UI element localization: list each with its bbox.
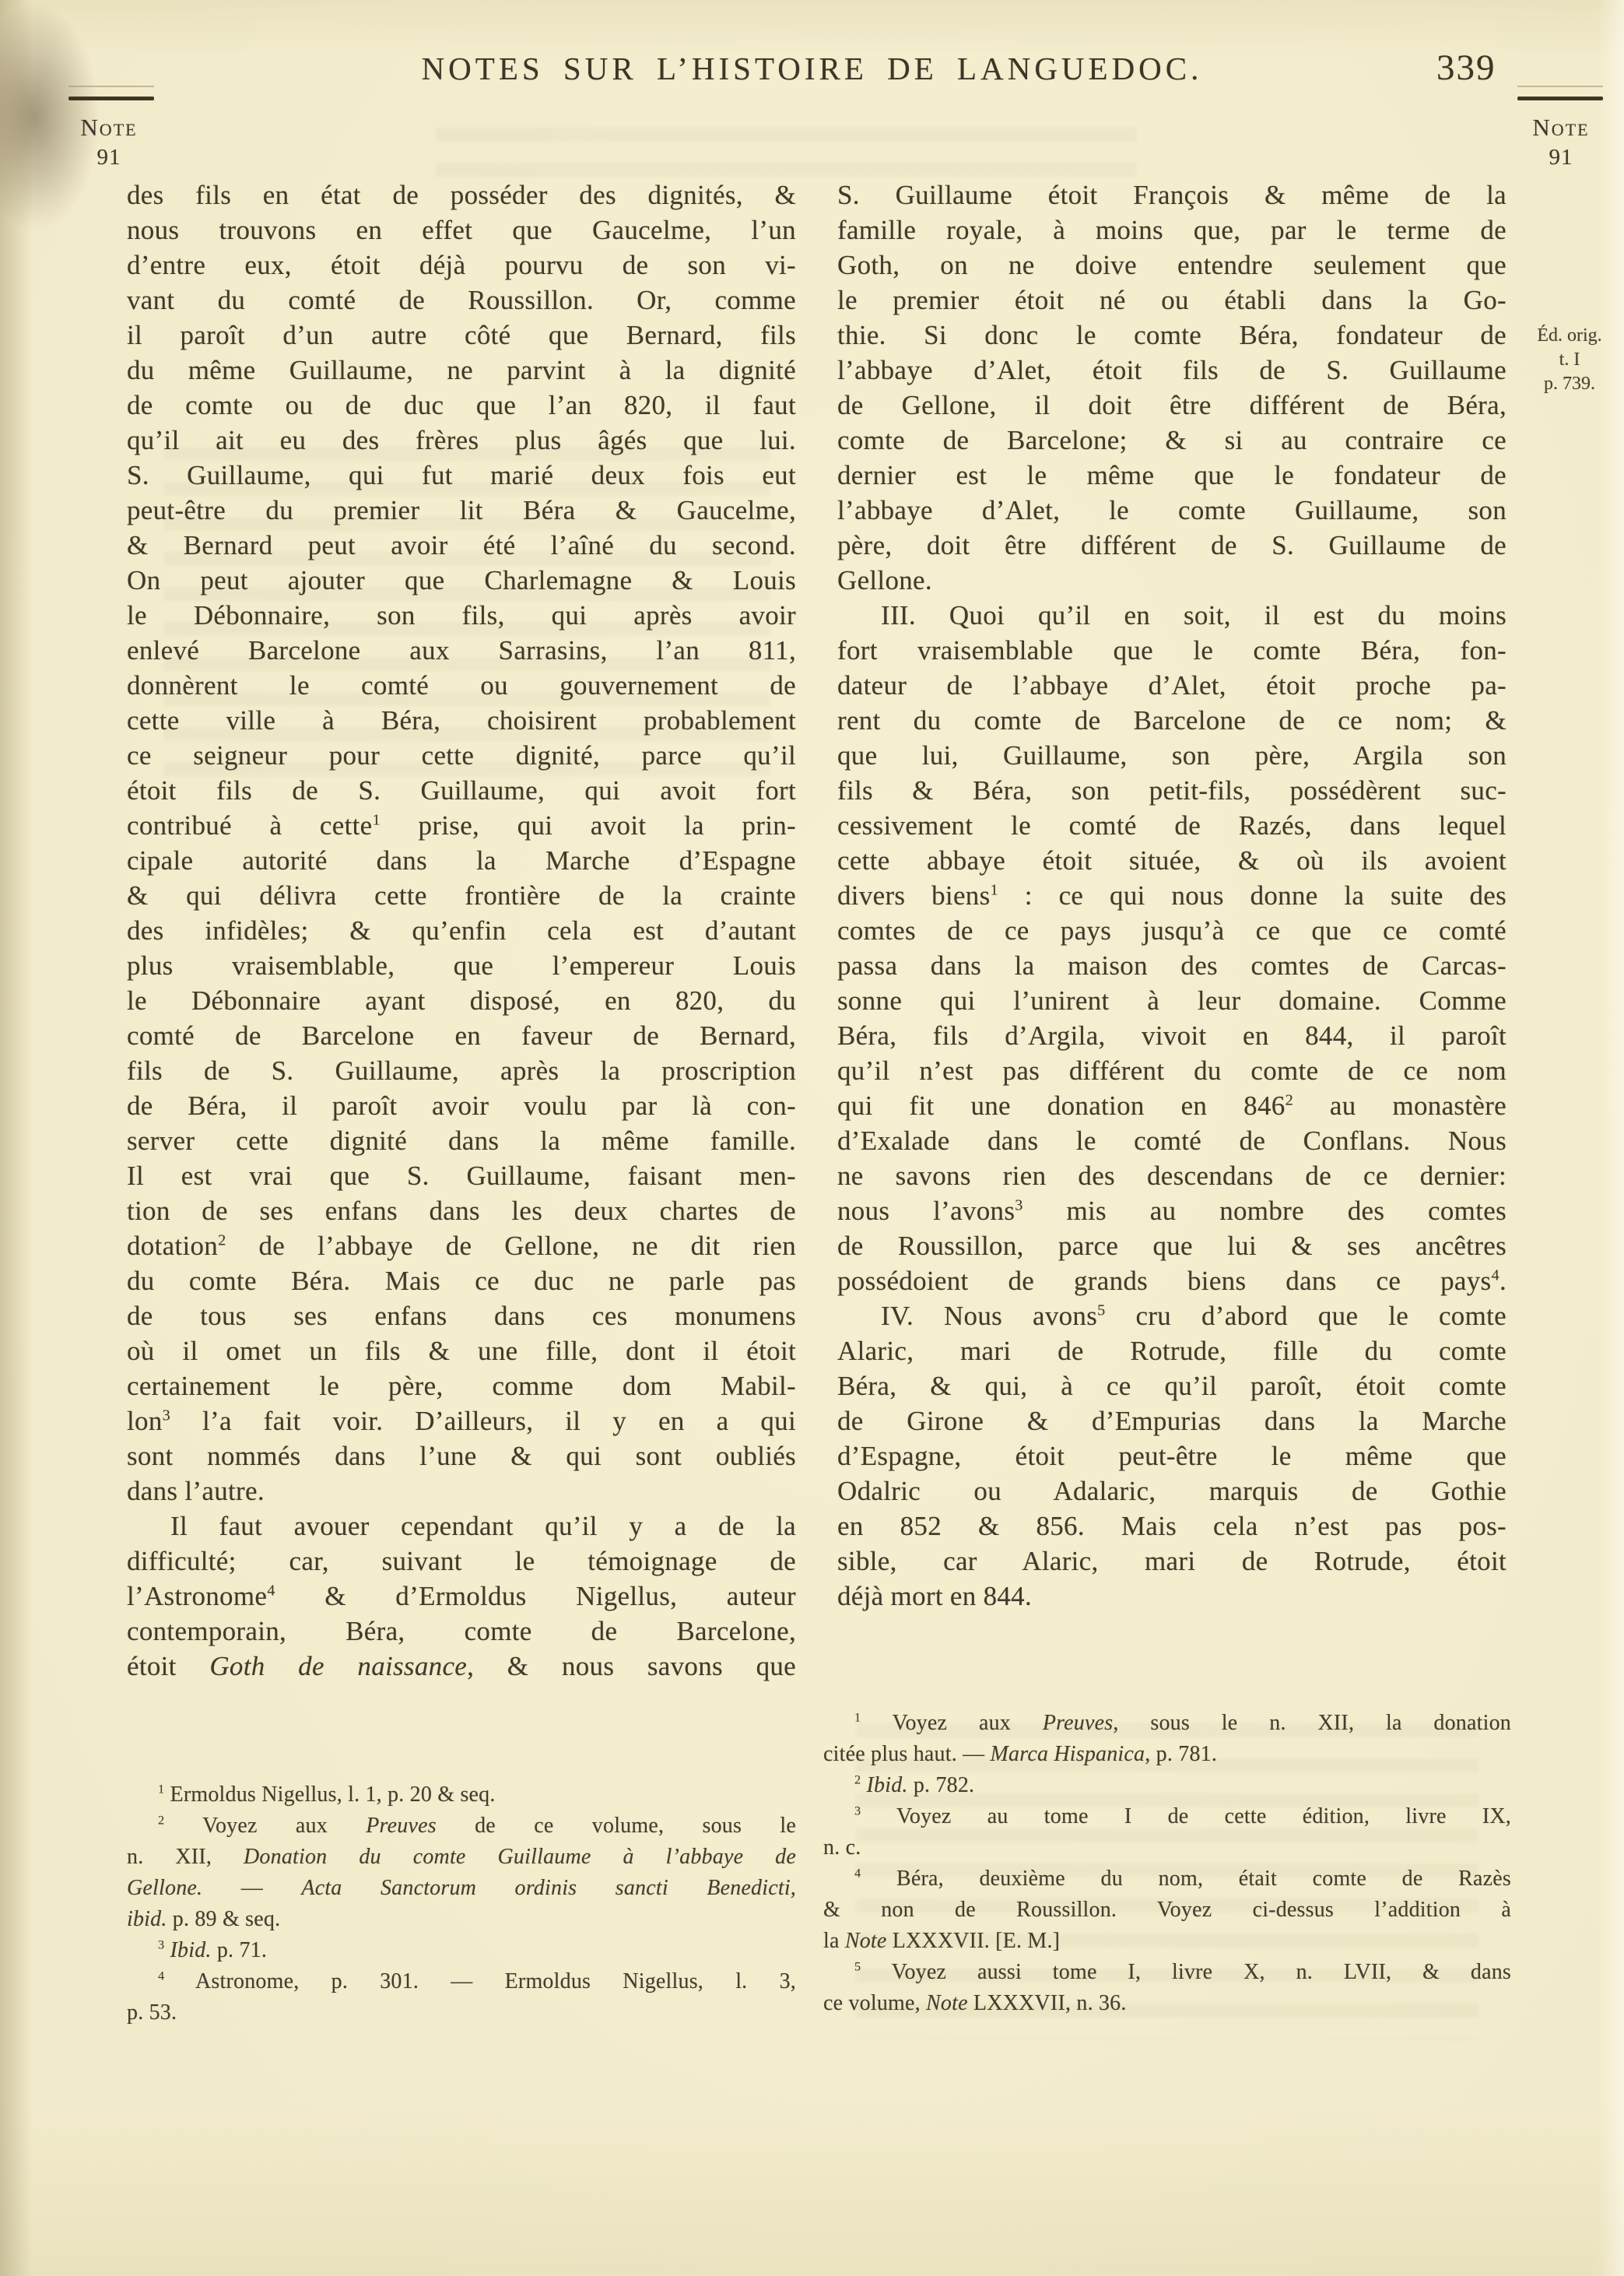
text-line: de comte ou de duc que l’an 820, il faut xyxy=(127,390,796,420)
text-line: l’Astronome$^4$ & d’Ermoldus Nigellus, auteur xyxy=(127,1581,796,1611)
text-line: déjà mort en 844. xyxy=(837,1581,1033,1611)
text-line: Béra, & qui, à ce qu’il paroît, étoit comte xyxy=(837,1371,1506,1401)
text-line: p. 53. xyxy=(127,2000,177,2025)
text-line: qu’il ait eu des frères plus âgés que lui. xyxy=(127,425,796,455)
text-line: dateur de l’abbaye d’Alet, étoit proche pa- xyxy=(837,670,1506,701)
text-line: nous l’avons$^3$ mis au nombre des comtes xyxy=(837,1196,1506,1226)
text-line: contribué à cette$^1$ prise, qui avoit la prin- xyxy=(127,810,796,841)
text-line: sible, car Alaric, mari de Rotrude, étoit xyxy=(837,1546,1506,1576)
text-line: divers biens$^1$ : ce qui nous donne la suite des xyxy=(837,880,1507,911)
note-label: Note xyxy=(80,114,138,141)
text-line: père, doit être différent de S. Guillaume de xyxy=(837,530,1506,560)
note-number: 91 xyxy=(96,145,121,170)
text-line: cessivement le comté de Razés, dans lequel xyxy=(837,810,1506,841)
text-line: peut-être du premier lit Béra & Gaucelme, xyxy=(127,495,796,525)
bleedthrough-texture xyxy=(436,117,1136,179)
text-line: qui fit une donation en $846^2$ au monastère xyxy=(837,1091,1507,1121)
text-line: enlevé Barcelone aux Sarrasins, l’an 811, xyxy=(127,635,796,666)
text-line: $^2$ Ibid. p. 782. xyxy=(854,1772,975,1797)
text-line: n. XII, Donation du comte Guillaume à l’abbaye de xyxy=(127,1845,796,1869)
text-line: server cette dignité dans la même famille. xyxy=(127,1126,796,1156)
text-line: Odalric ou Adalaric, marquis de Gothie xyxy=(837,1476,1506,1506)
text-line: en 852 & 856. Mais cela n’est pas pos- xyxy=(837,1511,1506,1541)
text-line: III. Quoi qu’il en soit, il est du moins xyxy=(881,600,1506,630)
left-column-body xyxy=(127,177,796,1684)
text-line: Gellone. — Acta Sanctorum ordinis sancti Benedicti, xyxy=(127,1876,796,1900)
text-line: sont nommés dans l’une & qui sont oubliés xyxy=(127,1441,796,1471)
text-line: qu’il n’est pas différent du comte de ce nom xyxy=(837,1055,1506,1086)
text-line: plus vraisemblable, que l’empereur Louis xyxy=(127,950,796,981)
text-line: contemporain, Béra, comte de Barcelone, xyxy=(127,1616,796,1646)
text-line: $^4$ Astronome, p. 301. — Ermoldus Nigellus, l. 3, xyxy=(158,1969,796,1993)
right-column-body xyxy=(837,177,1506,1614)
text-line: rent du comte de Barcelone de ce nom; & xyxy=(837,705,1506,736)
text-line: S. Guillaume étoit François & même de la xyxy=(837,180,1506,210)
text-line: nous trouvons en effet que Gaucelme, l’un xyxy=(127,215,796,245)
text-line: dernier est le même que le fondateur de xyxy=(837,460,1506,490)
text-line: comte de Barcelone; & si au contraire ce xyxy=(837,425,1506,455)
margin-note-left xyxy=(65,114,153,170)
text-line: sonne qui l’unirent à leur domaine. Comme xyxy=(837,985,1506,1016)
edition-line: t. I xyxy=(1559,349,1580,370)
page-number: 339 xyxy=(1436,47,1496,88)
text-line: de Gellone, il doit être différent de Béra, xyxy=(837,390,1506,420)
text-line: thie. Si donc le comte Béra, fondateur de xyxy=(837,320,1506,350)
text-line: On peut ajouter que Charlemagne & Louis xyxy=(127,565,796,595)
text-line: ce volume, Note LXXXVII, n. 36. xyxy=(823,1991,1127,2015)
text-line: des infidèles; & qu’enfin cela est d’autant xyxy=(127,915,796,946)
text-line: cipale autorité dans la Marche d’Espagne xyxy=(127,845,796,876)
text-line: lon$^3$ l’a fait voir. D’ailleurs, il y en a qui xyxy=(127,1406,796,1436)
text-line: Gellone. xyxy=(837,565,932,595)
text-line: fils & Béra, son petit-fils, possédèrent suc- xyxy=(837,775,1506,806)
text-line: comtes de ce pays jusqu’à ce que ce comté xyxy=(837,915,1506,946)
text-line: Il faut avouer cependant qu’il y a de la xyxy=(170,1511,796,1541)
text-line: & Bernard peut avoir été l’aîné du second. xyxy=(127,530,796,560)
text-line: vant du comté de Roussillon. Or, comme xyxy=(127,285,796,315)
text-line: la Note LXXXVII. [E. M.] xyxy=(823,1929,1061,1953)
text-line: $^4$ Béra, deuxième du nom, était comte de Razès xyxy=(854,1866,1511,1891)
text-line: l’abbaye d’Alet, le comte Guillaume, son xyxy=(837,495,1506,525)
text-line: de Roussillon, parce que lui & ses ancêtres xyxy=(837,1231,1506,1261)
text-line: étoit Goth de naissance, & nous savons que xyxy=(127,1651,797,1681)
text-line: Béra, fils d’Argila, vivoit en 844, il paroît xyxy=(837,1020,1506,1051)
text-line: l’abbaye d’Alet, étoit fils de S. Guillaume xyxy=(837,355,1506,385)
text-line: le Débonnaire ayant disposé, en 820, du xyxy=(127,985,796,1016)
text-line: Goth, on ne doive entendre seulement que xyxy=(837,250,1506,280)
right-column-footnotes xyxy=(823,1708,1511,2019)
text-line: IV. Nous avons$^5$ cru d’abord que le comte xyxy=(881,1301,1506,1331)
text-line: & non de Roussillon. Voyez ci-dessus l’addition à xyxy=(823,1898,1511,1922)
text-line: d’entre eux, étoit déjà pourvu de son vi- xyxy=(127,250,796,280)
text-line: d’Espagne, étoit peut-être le même que xyxy=(837,1441,1506,1471)
text-line: & qui délivra cette frontière de la crainte xyxy=(127,880,796,911)
text-line: famille royale, à moins que, par le terme de xyxy=(837,215,1506,245)
text-line: $^1$ Voyez aux Preuves, sous le n. XII, la donation xyxy=(854,1710,1511,1735)
text-line: des fils en état de posséder des dignités, & xyxy=(127,180,796,210)
text-line: le Débonnaire, son fils, qui après avoir xyxy=(127,600,796,630)
text-line: tion de ses enfans dans les deux chartes de xyxy=(127,1196,796,1226)
text-line: cette abbaye étoit située, & où ils avoient xyxy=(837,845,1506,876)
text-line: donnèrent le comté ou gouvernement de xyxy=(127,670,796,701)
text-line: étoit fils de S. Guillaume, qui avoit fort xyxy=(127,775,796,806)
text-line: fils de S. Guillaume, après la proscription xyxy=(127,1055,796,1086)
edition-line: Éd. orig. xyxy=(1537,325,1602,346)
text-line: $^3$ Ibid. p. 71. xyxy=(158,1937,268,1962)
rule-thick xyxy=(1517,97,1603,100)
text-line: où il omet un fils & une fille, dont il étoit xyxy=(127,1336,796,1366)
text-line: $^5$ Voyez aussi tome I, livre X, n. LVII, & dans xyxy=(854,1959,1511,1984)
text-line: $^3$ Voyez au tome I de cette édition, livre IX, xyxy=(854,1804,1511,1828)
margin-rule-left xyxy=(68,86,154,100)
text-line: Il est vrai que S. Guillaume, faisant men- xyxy=(127,1161,796,1191)
text-line: dotation$^2$ de l’abbaye de Gellone, ne dit rien xyxy=(127,1231,796,1261)
text-line: $^1$ Ermoldus Nigellus, l. 1, p. 20 & seq. xyxy=(158,1782,496,1807)
text-line: cette ville à Béra, choisirent probablement xyxy=(127,705,796,736)
text-line: dans l’autre. xyxy=(127,1476,265,1506)
rule-thick xyxy=(68,97,154,100)
margin-rule-right xyxy=(1517,86,1603,100)
text-line: certainement le père, comme dom Mabil- xyxy=(127,1371,796,1401)
text-line: de tous ses enfans dans ces monumens xyxy=(127,1301,796,1331)
text-line: $^2$ Voyez aux Preuves de ce volume, sous le xyxy=(158,1813,797,1838)
text-line: passa dans la maison des comtes de Carcas- xyxy=(837,950,1506,981)
text-line: fort vraisemblable que le comte Béra, fon- xyxy=(837,635,1506,666)
text-line: de Béra, il paroît avoir voulu par là con- xyxy=(127,1091,796,1121)
text-line: Alaric, mari de Rotrude, fille du comte xyxy=(837,1336,1506,1366)
text-line: du même Guillaume, ne parvint à la dignité xyxy=(127,355,796,385)
text-line: le premier étoit né ou établi dans la Go- xyxy=(837,285,1506,315)
text-line: ibid. p. 89 & seq. xyxy=(127,1907,281,1931)
text-line: il paroît d’un autre côté que Bernard, fils xyxy=(127,320,796,350)
text-line: d’Exalade dans le comté de Conflans. Nous xyxy=(837,1126,1506,1156)
margin-note-edition xyxy=(1521,324,1619,396)
text-line: que lui, Guillaume, son père, Argila son xyxy=(837,740,1506,771)
text-line: difficulté; car, suivant le témoignage de xyxy=(127,1546,796,1576)
text-line: ce seigneur pour cette dignité, parce qu’il xyxy=(127,740,796,771)
text-line: n. c. xyxy=(823,1835,861,1860)
margin-note-right xyxy=(1517,114,1605,170)
note-label: Note xyxy=(1532,114,1590,141)
text-line: S. Guillaume, qui fut marié deux fois eut xyxy=(127,460,796,490)
text-line: du comte Béra. Mais ce duc ne parle pas xyxy=(127,1266,796,1296)
note-number: 91 xyxy=(1549,145,1573,170)
left-column-footnotes xyxy=(127,1779,796,2028)
page-title: NOTES SUR L’HISTOIRE DE LANGUEDOC. xyxy=(421,51,1203,86)
text-line: comté de Barcelone en faveur de Bernard, xyxy=(127,1020,796,1051)
edition-line: p. 739. xyxy=(1544,374,1595,394)
text-line: de Girone & d’Empurias dans la Marche xyxy=(837,1406,1506,1436)
text-line: citée plus haut. — Marca Hispanica, p. 781. xyxy=(823,1742,1218,1766)
text-line: possédoient de grands biens dans ce pays$^4$. xyxy=(837,1266,1506,1296)
text-line: ne savons rien des descendans de ce dernier: xyxy=(837,1161,1506,1191)
